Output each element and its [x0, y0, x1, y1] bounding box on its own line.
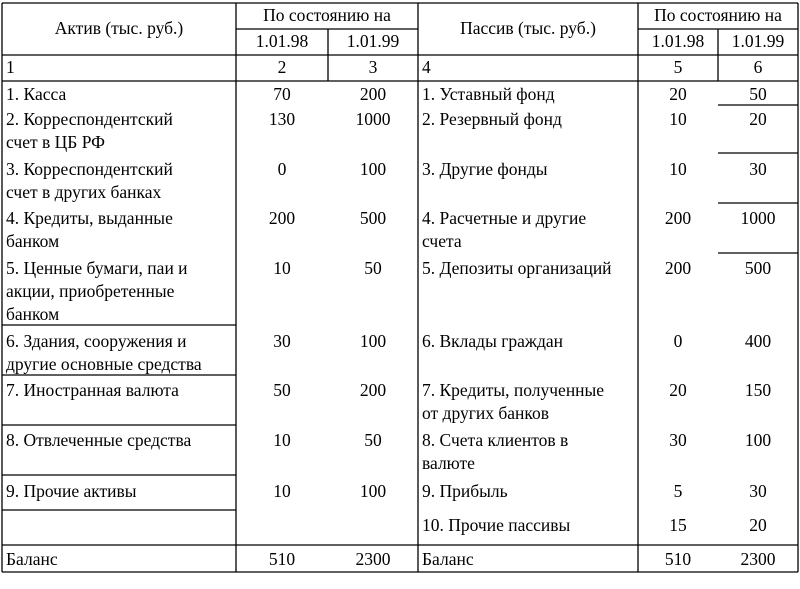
liability-label-cont: от других банков — [422, 403, 550, 423]
asset-value-99: 100 — [359, 331, 387, 351]
liability-value-99: 20 — [749, 109, 767, 129]
asset-value-98: 200 — [268, 208, 296, 228]
liability-value-98: 20 — [669, 380, 687, 400]
liabilities-header: Пассив (тыс. руб.) — [460, 18, 596, 38]
asset-label-cont: акции, приобретенные — [6, 281, 175, 301]
asset-label: 5. Ценные бумаги, паи и — [6, 258, 188, 278]
asset-value-99: 500 — [359, 208, 387, 228]
asset-label-cont: счет в других банках — [6, 182, 162, 202]
asset-label: 1. Касса — [6, 84, 67, 104]
liability-value-98: 5 — [673, 481, 683, 501]
asset-value-99: 1000 — [355, 109, 391, 129]
liability-label: 9. Прибыль — [422, 481, 508, 501]
liability-value-98: 0 — [673, 331, 683, 351]
balance-liabilities-99: 2300 — [740, 549, 776, 569]
col-number-5: 5 — [673, 57, 683, 77]
asset-value-99: 50 — [364, 430, 382, 450]
liability-label: 3. Другие фонды — [422, 159, 548, 179]
liability-value-99: 20 — [749, 515, 767, 535]
col-number-3: 3 — [368, 57, 378, 77]
assets-header: Актив (тыс. руб.) — [54, 18, 184, 38]
asset-value-98: 50 — [273, 380, 291, 400]
asset-label: 4. Кредиты, выданные — [6, 208, 173, 228]
col-number-6: 6 — [753, 57, 763, 77]
asset-label: 6. Здания, сооружения и — [6, 331, 187, 351]
asset-value-98: 10 — [273, 481, 291, 501]
balance-label-assets: Баланс — [6, 549, 58, 569]
asset-label-cont: счет в ЦБ РФ — [6, 132, 105, 152]
liability-label-cont: валюте — [422, 453, 475, 473]
asset-value-98: 30 — [273, 331, 291, 351]
asset-value-99: 200 — [359, 84, 387, 104]
asset-value-98: 10 — [273, 430, 291, 450]
liability-value-98: 10 — [669, 159, 687, 179]
liability-label: 7. Кредиты, полученные — [422, 380, 605, 400]
liability-value-99: 1000 — [740, 208, 776, 228]
assets-date2: 1.01.99 — [346, 31, 400, 51]
liability-label: 6. Вклады граждан — [422, 331, 564, 351]
balance-assets-99: 2300 — [355, 549, 391, 569]
liability-value-98: 20 — [669, 84, 687, 104]
liability-value-98: 200 — [664, 258, 692, 278]
asset-value-98: 70 — [273, 84, 291, 104]
asset-label-cont: банком — [6, 304, 60, 324]
liabilities-date1: 1.01.98 — [651, 31, 705, 51]
asset-label: 7. Иностранная валюта — [6, 380, 179, 400]
asset-value-99: 200 — [359, 380, 387, 400]
liability-value-99: 150 — [744, 380, 772, 400]
asset-value-98: 0 — [277, 159, 287, 179]
liability-label: 1. Уставный фонд — [422, 84, 555, 104]
liability-label: 4. Расчетные и другие — [422, 208, 587, 228]
asset-value-98: 130 — [268, 109, 296, 129]
liability-value-99: 30 — [749, 481, 767, 501]
asset-label-cont: банком — [6, 231, 60, 251]
liability-value-99: 500 — [744, 258, 772, 278]
liability-value-98: 15 — [669, 515, 687, 535]
asset-label: 3. Корреспондентский — [6, 159, 173, 179]
asset-value-99: 100 — [359, 159, 387, 179]
liability-value-99: 30 — [749, 159, 767, 179]
liability-label: 8. Счета клиентов в — [422, 430, 569, 450]
balance-assets-98: 510 — [268, 549, 296, 569]
liabilities-period-header: По состоянию на — [654, 5, 782, 25]
liability-label: 10. Прочие пассивы — [422, 515, 571, 535]
liability-value-99: 50 — [749, 84, 767, 104]
asset-label: 2. Корреспондентский — [6, 109, 173, 129]
asset-label: 9. Прочие активы — [6, 481, 137, 501]
asset-value-98: 10 — [273, 258, 291, 278]
liability-value-98: 30 — [669, 430, 687, 450]
assets-date1: 1.01.98 — [255, 31, 309, 51]
col-number-4: 4 — [422, 57, 431, 77]
balance-label-liabilities: Баланс — [422, 549, 474, 569]
asset-label: 8. Отвлеченные средства — [6, 430, 192, 450]
asset-value-99: 100 — [359, 481, 387, 501]
liabilities-date2: 1.01.99 — [731, 31, 785, 51]
liability-value-98: 10 — [669, 109, 687, 129]
assets-period-header: По состоянию на — [263, 5, 391, 25]
asset-label-cont: другие основные средства — [6, 354, 202, 374]
liability-value-98: 200 — [664, 208, 692, 228]
liability-label: 5. Депозиты организаций — [422, 258, 612, 278]
col-number-2: 2 — [277, 57, 287, 77]
liability-value-99: 400 — [744, 331, 772, 351]
liability-label-cont: счета — [422, 231, 462, 251]
liability-label: 2. Резервный фонд — [422, 109, 562, 129]
liability-value-99: 100 — [744, 430, 772, 450]
balance-liabilities-98: 510 — [664, 549, 692, 569]
col-number-1: 1 — [6, 57, 15, 77]
asset-value-99: 50 — [364, 258, 382, 278]
